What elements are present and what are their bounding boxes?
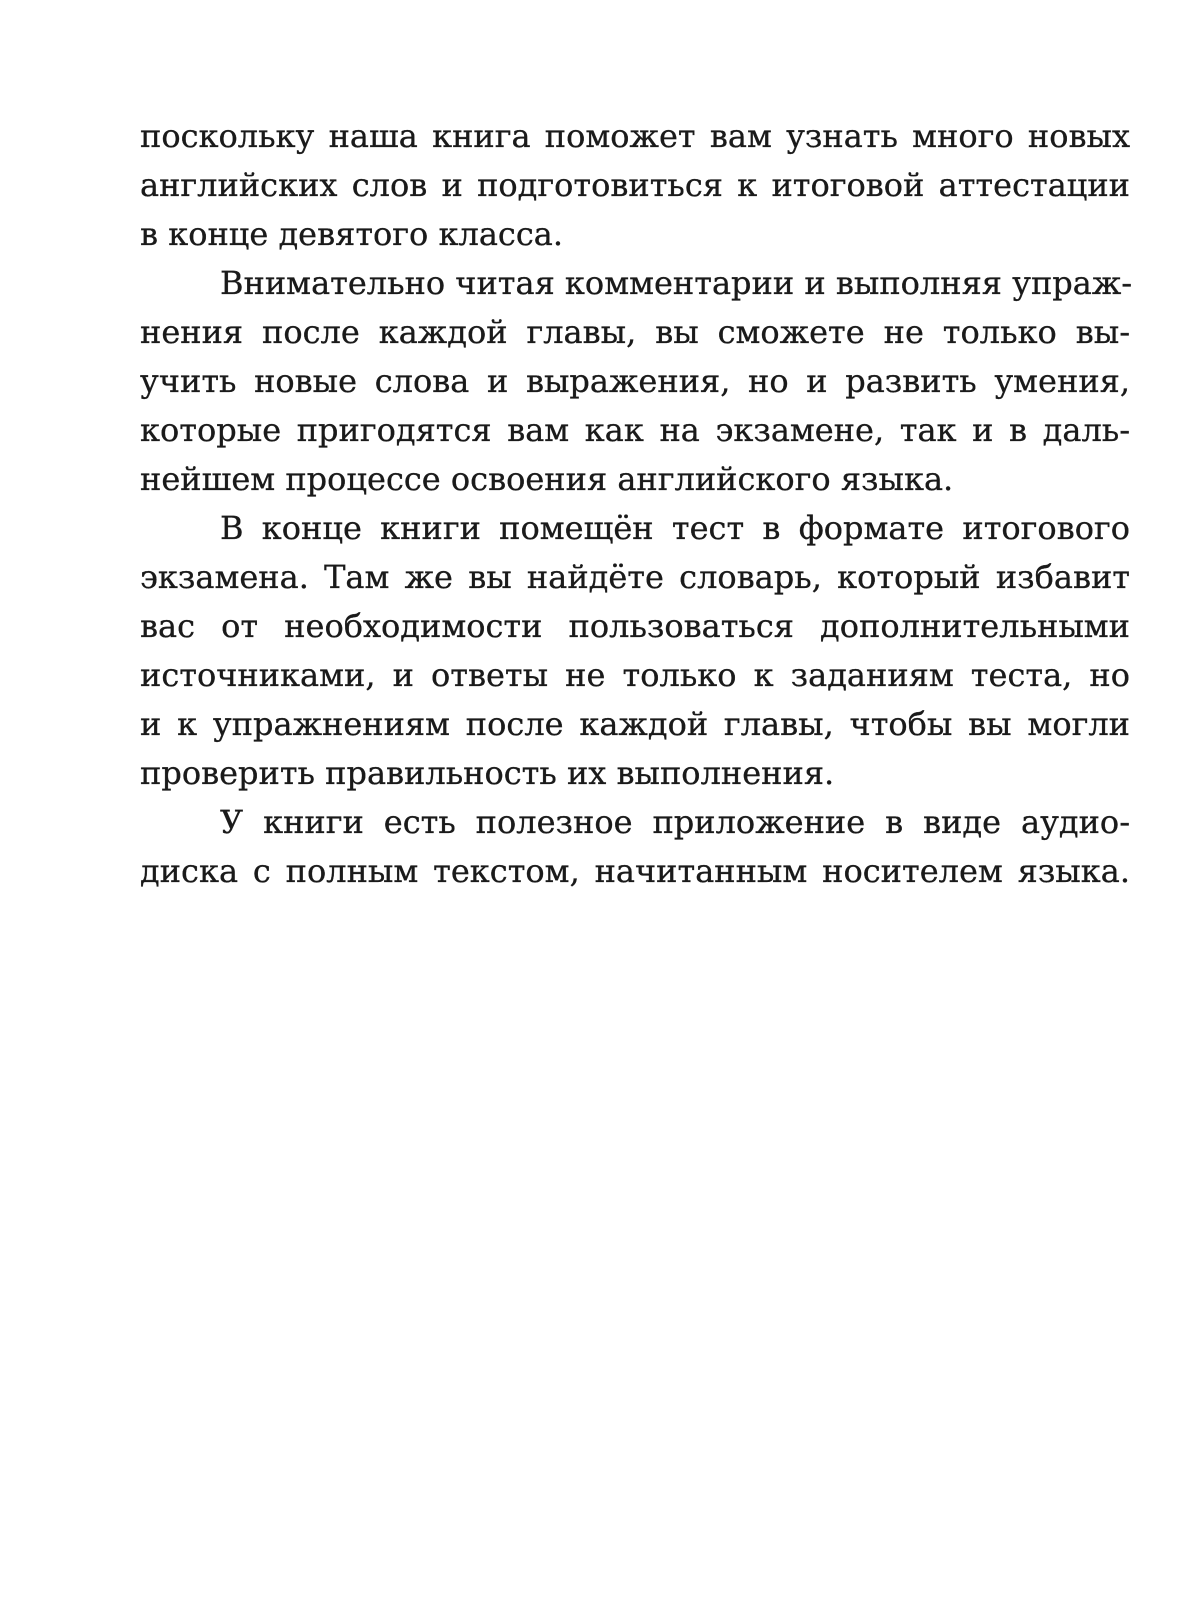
paragraph-4 xyxy=(140,798,1130,896)
text-line: вас от необходимости пользоваться дополнительными xyxy=(140,607,1130,645)
text-line: источниками, и ответы не только к заданиям теста, но xyxy=(140,656,1130,694)
body-text xyxy=(140,112,1133,896)
text-line: диска с полным текстом, начитанным носителем языка. xyxy=(140,852,1130,890)
text-line: Внимательно читая комментарии и выполняя упраж- xyxy=(220,264,1133,302)
text-line: проверить правильность их выполнения. xyxy=(140,754,835,792)
text-line: В конце книги помещён тест в формате итогового xyxy=(220,509,1130,547)
text-line: учить новые слова и выражения, но и развить умения, xyxy=(140,362,1130,400)
text-line: которые пригодятся вам как на экзамене, так и в даль- xyxy=(140,411,1130,449)
text-line: поскольку наша книга поможет вам узнать много новых xyxy=(140,117,1130,155)
paragraph-2 xyxy=(140,259,1133,504)
text-line: и к упражнениям после каждой главы, чтобы вы могли xyxy=(140,705,1130,743)
text-line: английских слов и подготовиться к итоговой аттестации xyxy=(140,166,1130,204)
text-line: У книги есть полезное приложение в виде аудио- xyxy=(220,803,1130,841)
text-line: экзамена. Там же вы найдёте словарь, который избавит xyxy=(140,558,1130,596)
text-line: в конце девятого класса. xyxy=(140,215,563,253)
text-line: нения после каждой главы, вы сможете не только вы- xyxy=(140,313,1130,351)
paragraph-3 xyxy=(140,504,1130,798)
text-line: нейшем процессе освоения английского языка. xyxy=(140,460,954,498)
paragraph-1 xyxy=(140,112,1130,259)
